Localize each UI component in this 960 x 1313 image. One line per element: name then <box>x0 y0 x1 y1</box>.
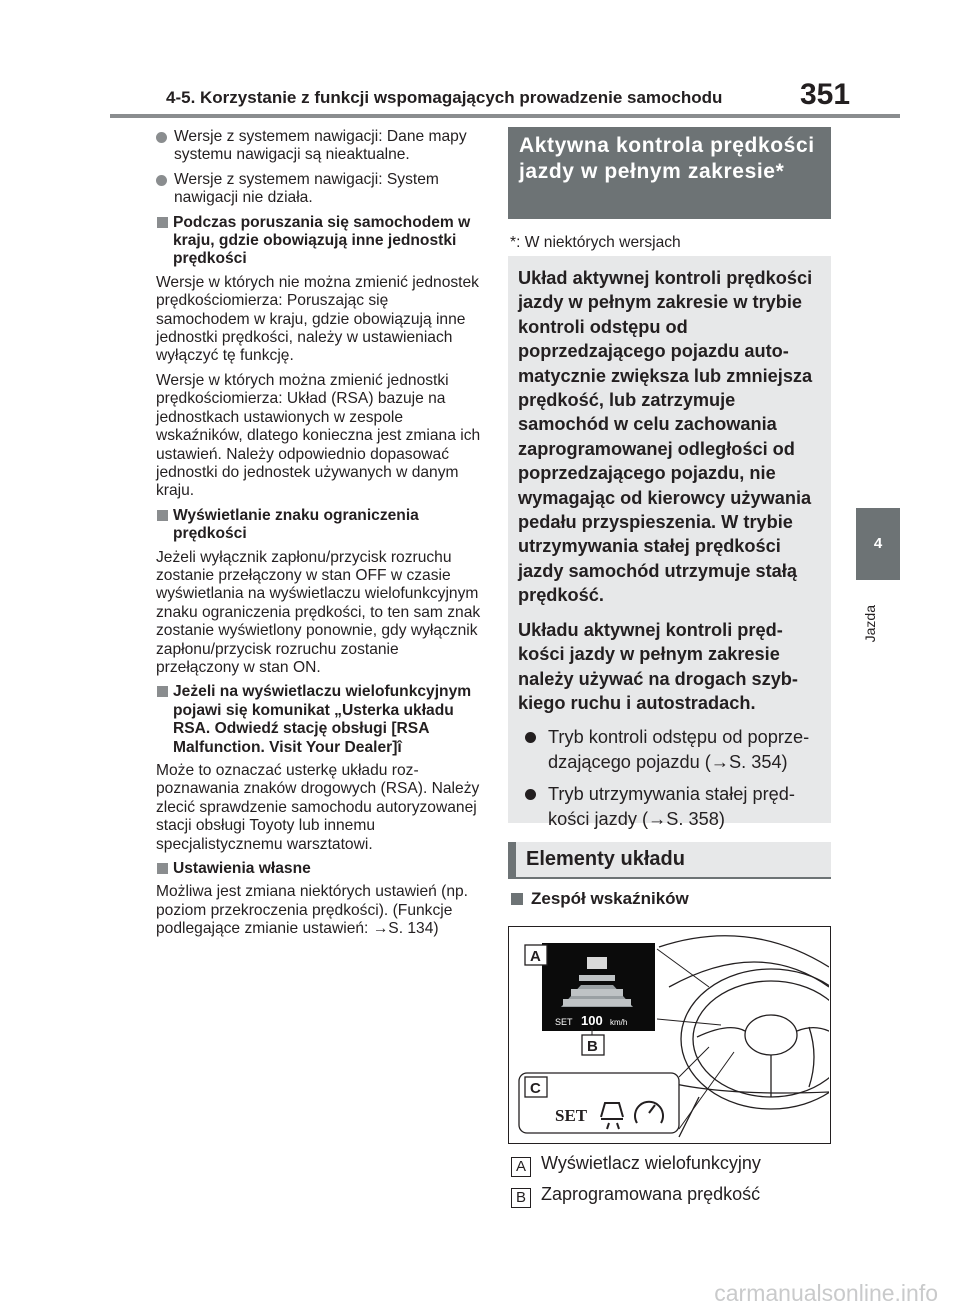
bullet-dot-icon <box>525 789 536 800</box>
mode-bullet <box>518 782 823 831</box>
subsection-heading <box>156 507 481 544</box>
intro-box <box>508 256 831 829</box>
paragraph: Może to oznaczać usterkę układu rozpoznawania znaków drogowych (RSA). Należy zlecić sprawdzenie samochodu autoryzowanej stacji obsługi Toyoty lub innemu specjalistycznemu warsztatowi. <box>156 762 480 853</box>
mode-bullet-text: Tryb utrzymywania stałej prędkości jazdy (→S. 358) <box>548 784 795 829</box>
square-bullet-icon <box>157 863 168 874</box>
set-speed: 100 <box>581 1013 603 1028</box>
legend-item <box>511 1153 761 1177</box>
paragraph: Możliwa jest zmiana niektórych ustawień (np. poziom przekroczenia prędkości). (Funkcje podlegające zmianie ustawień: →S. 134) <box>156 883 469 938</box>
page-number: 351 <box>800 78 851 111</box>
mode-bullet <box>518 725 823 774</box>
bullet-dot-icon <box>156 132 167 143</box>
mode-bullet-text: Tryb kontroli odstępu od poprzedzającego pojazdu (→S. 354) <box>548 727 810 772</box>
subsection-heading <box>511 889 689 909</box>
watermark: carmanualsonline.info <box>714 1280 938 1306</box>
subsection-heading <box>156 214 481 269</box>
figure-illustration <box>509 927 829 1142</box>
bullet-item <box>156 171 481 208</box>
chapter-tab: 4 <box>856 508 900 580</box>
legend-text: Wyświetlacz wielofunkcyjny <box>541 1153 761 1173</box>
legend-item <box>511 1184 760 1208</box>
intro-paragraph: Układ aktywnej kontroli prędkości jazdy w pełnym zakresie w trybie kontroli odstępu od poprzedzającego pojazdu automatycznie zwiększa lub zmniejsza prędkość, lub zatrzymuje samochód w celu zachowania zaprogramowanej odległości od poprzedzającego pojazdu, nie wymagając od kierowcy używania pedału przyspieszenia. W trybie utrzymywania stałej prędkości jazdy samochód utrzymuje stałą prędkość. <box>518 268 813 606</box>
square-bullet-icon <box>157 510 168 521</box>
legend-text: Zaprogramowana prędkość <box>541 1184 761 1204</box>
set-text: SET <box>555 1017 573 1027</box>
section-title: Aktywna kontrola prędkości jazdy w pełnym zakresie* <box>508 127 831 219</box>
bullet-dot-icon <box>525 732 536 743</box>
subsection-heading-text: Ustawienia własne <box>173 860 311 878</box>
subsection-heading-text: Zespół wskaźników <box>531 889 689 908</box>
subsection-heading-text: Podczas poruszania się samochodem w kraju, gdzie obowiązują inne jednostki prędkości <box>173 213 471 268</box>
instrument-cluster-figure <box>508 926 831 1144</box>
square-bullet-icon <box>511 893 523 905</box>
bullet-item <box>156 128 481 165</box>
paragraph: Wersje w których można zmienić jednostki prędkościomierza: Układ (RSA) bazuje na jednostkach ustawionych w zespole wskaźników, dlatego konieczna jest zmiana ich ustawień. Należy odpowiednio dopasować jednostki do jednostek używanych w danym kraju. <box>156 371 481 500</box>
intro-paragraph: Układu aktywnej kontroli prędkości jazdy w pełnym zakresie należy używać na drogach szybkiego ruchu i autostradach. <box>518 619 798 713</box>
label-b: B <box>587 1038 598 1055</box>
subsection-heading-text: Jeżeli na wyświetlaczu wielofunkcyjnym pojawi się komunikat „Usterka układu RSA. Odwiedź stację obsługi [RSA Malfunction. Visit Your Dealer]î <box>173 683 472 756</box>
left-column <box>156 128 481 945</box>
square-bullet-icon <box>157 686 168 697</box>
subsection-heading <box>156 683 481 757</box>
label-c: C <box>530 1080 541 1097</box>
footnote: *: W niektórych wersjach <box>510 234 681 251</box>
speed-unit: km/h <box>610 1018 628 1027</box>
header-rule <box>110 114 900 118</box>
running-header: 4-5. Korzystanie z funkcji wspomagających prowadzenie samochodu <box>166 88 723 107</box>
chapter-label: Jazda <box>862 605 878 643</box>
legend-key: A <box>511 1157 531 1177</box>
bullet-text: Wersje z systemem nawigacji: Dane mapy systemu nawigacji są nieaktualne. <box>174 128 467 164</box>
bullet-dot-icon <box>156 175 167 186</box>
subsection-heading <box>156 860 481 878</box>
subsection-heading-text: Wyświetlanie znaku ograniczenia prędkości <box>173 506 419 543</box>
legend-key: B <box>511 1188 531 1208</box>
paragraph: Wersje w których nie można zmienić jednostek prędkościomierza: Poruszając się samochodem w kraju, gdzie obowiązują inne jednostki prędkości, należy w ustawieniach wyłączyć tę funkcję. <box>156 273 479 365</box>
lead-car-icon <box>587 957 607 969</box>
square-bullet-icon <box>157 217 168 228</box>
section-heading: Elementy układu <box>508 842 831 879</box>
set-indicator-text: SET <box>555 1106 588 1125</box>
bullet-text: Wersje z systemem nawigacji: System nawigacji nie działa. <box>174 170 439 207</box>
label-a: A <box>530 948 541 965</box>
paragraph: Jeżeli wyłącznik zapłonu/przycisk rozruchu zostanie przełączony w stan OFF w czasie wyświetlania na wyświetlaczu wielofunkcyjnym znaku ograniczenia prędkości, to ten sam znak zostanie wyświetlony ponownie, gdy wyłącznik zapłonu/przycisk rozruchu zostanie przełączony w stan ON. <box>156 548 481 676</box>
